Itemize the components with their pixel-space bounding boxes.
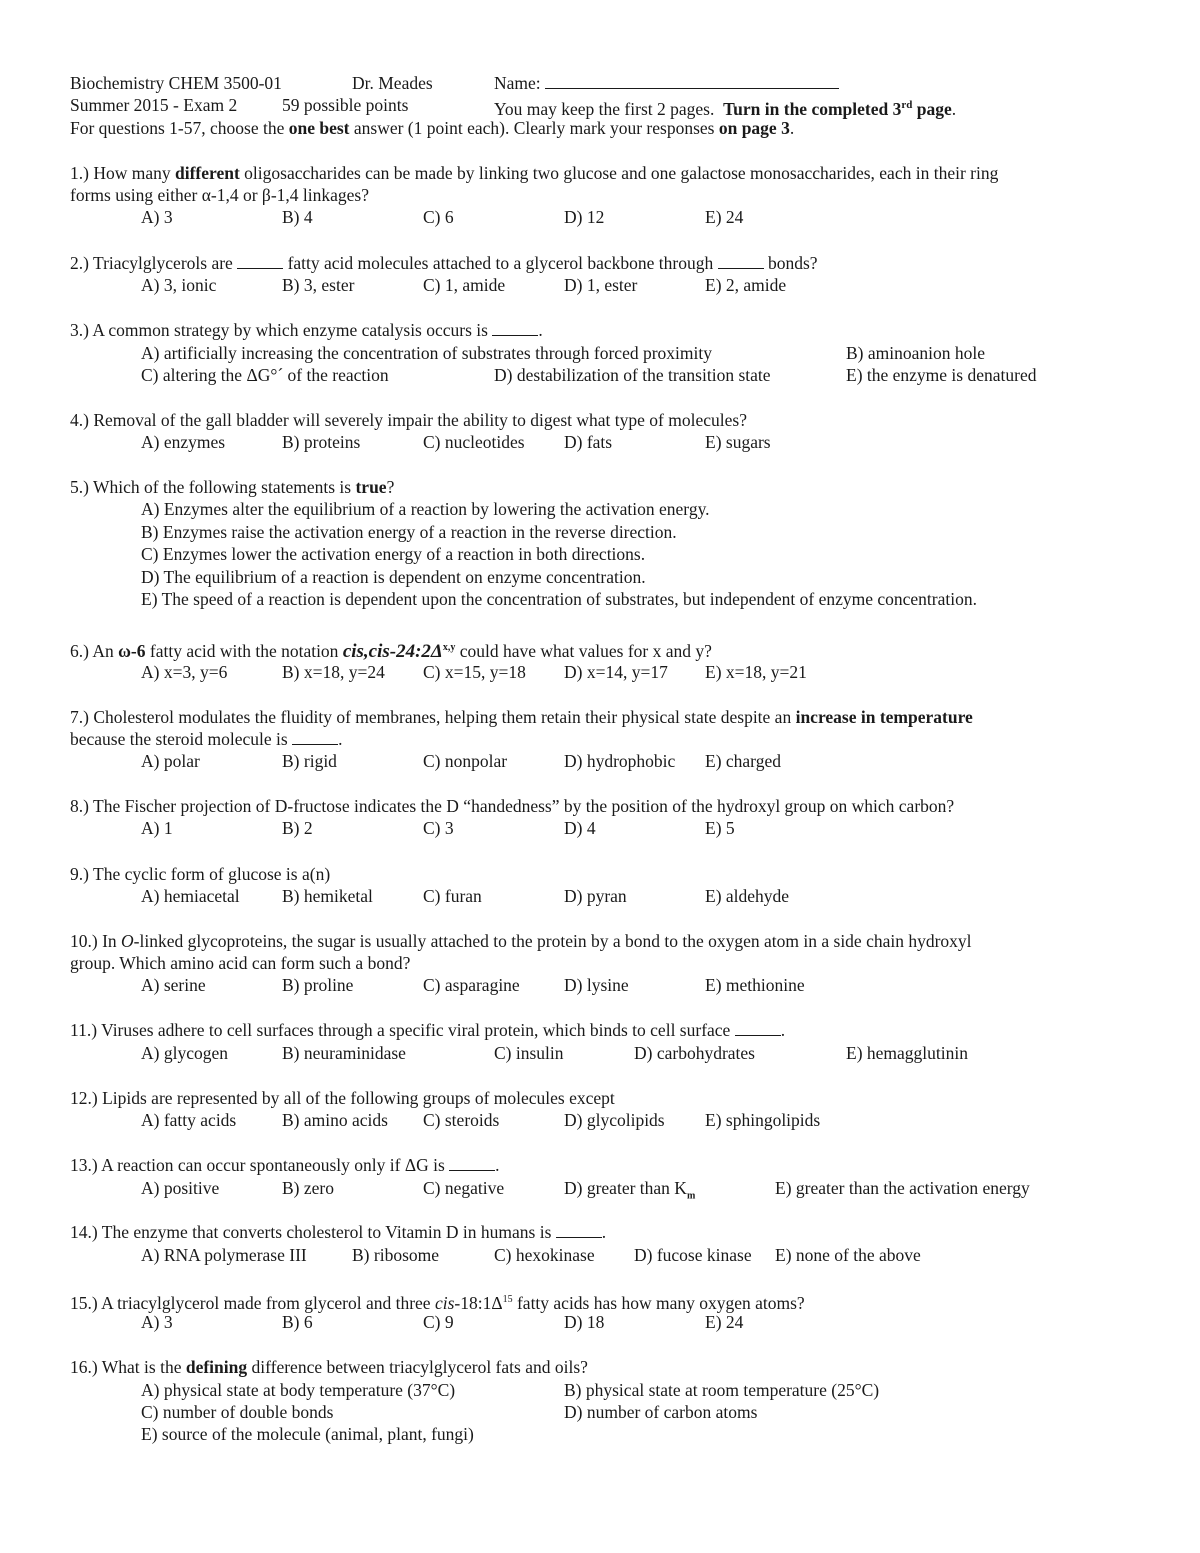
q16-choice-c: C) number of double bonds bbox=[141, 1402, 334, 1422]
q2-choice-e: E) 2, amide bbox=[705, 275, 787, 295]
q7-choice-c: C) nonpolar bbox=[423, 751, 508, 771]
q12-choice-b: B) amino acids bbox=[282, 1110, 388, 1130]
q1-choice-b: B) 4 bbox=[282, 207, 313, 227]
q1-choice-a: A) 3 bbox=[141, 207, 173, 227]
question-9: 9.) The cyclic form of glucose is a(n) bbox=[70, 864, 331, 884]
q13-choice-a: A) positive bbox=[141, 1178, 220, 1198]
q8-choice-e: E) 5 bbox=[705, 818, 735, 838]
q4-choice-e: E) sugars bbox=[705, 432, 771, 452]
question-4: 4.) Removal of the gall bladder will severely impair the ability to digest what type of molecules? bbox=[70, 410, 747, 430]
q16-choice-e: E) source of the molecule (animal, plant, fungi) bbox=[141, 1424, 474, 1444]
q3-choice-c: C) altering the ΔG°´ of the reaction bbox=[141, 365, 389, 385]
name-blank[interactable] bbox=[545, 74, 839, 89]
q14-choice-e: E) none of the above bbox=[775, 1245, 921, 1265]
q10-choice-a: A) serine bbox=[141, 975, 206, 995]
q14-choice-b: B) ribosome bbox=[352, 1245, 440, 1265]
q6-choice-d: D) x=14, y=17 bbox=[564, 662, 668, 682]
q9-choice-c: C) furan bbox=[423, 886, 482, 906]
q5-choice-a: A) Enzymes alter the equilibrium of a reaction by lowering the activation energy. bbox=[141, 499, 710, 519]
question-11: 11.) Viruses adhere to cell surfaces through a specific viral protein, which binds to cell surface . bbox=[70, 1020, 786, 1040]
q16-choice-d: D) number of carbon atoms bbox=[564, 1402, 758, 1422]
q11-choice-c: C) insulin bbox=[494, 1043, 564, 1063]
question-13: 13.) A reaction can occur spontaneously only if ΔG is . bbox=[70, 1155, 500, 1175]
q4-choice-c: C) nucleotides bbox=[423, 432, 525, 452]
q10-choice-e: E) methionine bbox=[705, 975, 805, 995]
question-15: 15.) A triacylglycerol made from glycerol and three cis-$18:1\Delta^{15}$ fatty acids has how many oxygen atoms? bbox=[70, 1292, 805, 1313]
name-label: Name: bbox=[494, 73, 541, 93]
q14-choice-c: C) hexokinase bbox=[494, 1245, 595, 1265]
q7-choice-a: A) polar bbox=[141, 751, 200, 771]
q12-choice-c: C) steroids bbox=[423, 1110, 500, 1130]
q11-choice-b: B) neuraminidase bbox=[282, 1043, 406, 1063]
q8-choice-d: D) 4 bbox=[564, 818, 596, 838]
possible-points: 59 possible points bbox=[282, 95, 409, 115]
instructions: For questions 1-57, choose the one best answer (1 point each). Clearly mark your responses on page 3. bbox=[70, 118, 795, 138]
q6-choice-e: E) x=18, y=21 bbox=[705, 662, 807, 682]
q5-choice-c: C) Enzymes lower the activation energy of a reaction in both directions. bbox=[141, 544, 646, 564]
q10-choice-c: C) asparagine bbox=[423, 975, 520, 995]
question-7: 7.) Cholesterol modulates the fluidity of membranes, helping them retain their physical state despite an increase in temperature bbox=[70, 707, 973, 727]
q3-choice-d: D) destabilization of the transition state bbox=[494, 365, 771, 385]
question-1-cont: forms using either α-1,4 or β-1,4 linkages? bbox=[70, 185, 369, 205]
q1-choice-c: C) 6 bbox=[423, 207, 454, 227]
q8-choice-a: A) 1 bbox=[141, 818, 173, 838]
q6-choice-c: C) x=15, y=18 bbox=[423, 662, 526, 682]
question-12: 12.) Lipids are represented by all of the following groups of molecules except bbox=[70, 1088, 615, 1108]
turn-in-note: You may keep the first 2 pages. Turn in the completed 3rd page. bbox=[494, 98, 957, 119]
question-10-cont: group. Which amino acid can form such a bond? bbox=[70, 953, 411, 973]
q5-choice-b: B) Enzymes raise the activation energy of a reaction in the reverse direction. bbox=[141, 522, 677, 542]
q10-choice-b: B) proline bbox=[282, 975, 354, 995]
q7-choice-e: E) charged bbox=[705, 751, 781, 771]
q13-choice-b: B) zero bbox=[282, 1178, 334, 1198]
q3-choice-e: E) the enzyme is denatured bbox=[846, 365, 1037, 385]
q11-choice-e: E) hemagglutinin bbox=[846, 1043, 968, 1063]
question-10: 10.) In O-linked glycoproteins, the sugar is usually attached to the protein by a bond to the oxygen atom in a side chain hydroxyl bbox=[70, 931, 972, 951]
question-14: 14.) The enzyme that converts cholesterol to Vitamin D in humans is . bbox=[70, 1222, 607, 1242]
q2-choice-a: A) 3, ionic bbox=[141, 275, 217, 295]
turn-in-text: Turn in the completed 3rd page bbox=[723, 98, 952, 119]
q3-choice-a: A) artificially increasing the concentration of substrates through forced proximity bbox=[141, 343, 712, 363]
question-7-cont: because the steroid molecule is . bbox=[70, 729, 343, 749]
question-8: 8.) The Fischer projection of D-fructose indicates the D “handedness” by the position of the hydroxyl group on which carbon? bbox=[70, 796, 955, 816]
q6-choice-a: A) x=3, y=6 bbox=[141, 662, 228, 682]
q4-choice-d: D) fats bbox=[564, 432, 613, 452]
q5-choice-e: E) The speed of a reaction is dependent upon the concentration of substrates, but independent of enzyme concentration. bbox=[141, 589, 977, 609]
q8-choice-b: B) 2 bbox=[282, 818, 313, 838]
q12-choice-a: A) fatty acids bbox=[141, 1110, 237, 1130]
q6-choice-b: B) x=18, y=24 bbox=[282, 662, 385, 682]
q4-choice-b: B) proteins bbox=[282, 432, 361, 452]
q2-choice-d: D) 1, ester bbox=[564, 275, 638, 295]
q13-choice-c: C) negative bbox=[423, 1178, 505, 1198]
q14-choice-a: A) RNA polymerase III bbox=[141, 1245, 307, 1265]
q9-choice-b: B) hemiketal bbox=[282, 886, 373, 906]
q4-choice-a: A) enzymes bbox=[141, 432, 226, 452]
q11-choice-d: D) carbohydrates bbox=[634, 1043, 755, 1063]
question-5: 5.) Which of the following statements is true? bbox=[70, 477, 395, 497]
name-field[interactable] bbox=[494, 72, 839, 94]
q15-choice-b: B) 6 bbox=[282, 1312, 313, 1332]
instructor: Dr. Meades bbox=[352, 73, 433, 93]
question-16: 16.) What is the defining difference between triacylglycerol fats and oils? bbox=[70, 1357, 588, 1377]
q7-choice-d: D) hydrophobic bbox=[564, 751, 676, 771]
exam-term: Summer 2015 - Exam 2 bbox=[70, 95, 238, 115]
question-3: 3.) A common strategy by which enzyme catalysis occurs is . bbox=[70, 320, 543, 340]
q15-choice-c: C) 9 bbox=[423, 1312, 454, 1332]
q13-choice-d: D) greater than $K_m$ bbox=[564, 1178, 696, 1202]
q11-choice-a: A) glycogen bbox=[141, 1043, 228, 1063]
q13-choice-e: E) greater than the activation energy bbox=[775, 1178, 1030, 1198]
question-2: 2.) Triacylglycerols are fatty acid molecules attached to a glycerol backbone through bonds? bbox=[70, 253, 818, 273]
q15-choice-d: D) 18 bbox=[564, 1312, 605, 1332]
q16-choice-b: B) physical state at room temperature (25°C) bbox=[564, 1380, 880, 1400]
q16-choice-a: A) physical state at body temperature (37°C) bbox=[141, 1380, 456, 1400]
keep-note: You may keep the first 2 pages. bbox=[494, 98, 715, 119]
q2-choice-c: C) 1, amide bbox=[423, 275, 506, 295]
q12-choice-e: E) sphingolipids bbox=[705, 1110, 821, 1130]
q12-choice-d: D) glycolipids bbox=[564, 1110, 665, 1130]
q15-choice-a: A) 3 bbox=[141, 1312, 173, 1332]
q1-choice-e: E) 24 bbox=[705, 207, 744, 227]
q1-choice-d: D) 12 bbox=[564, 207, 605, 227]
q8-choice-c: C) 3 bbox=[423, 818, 454, 838]
q10-choice-d: D) lysine bbox=[564, 975, 629, 995]
q9-choice-d: D) pyran bbox=[564, 886, 627, 906]
course-title: Biochemistry CHEM 3500-01 bbox=[70, 73, 282, 93]
question-1: 1.) How many different oligosaccharides can be made by linking two glucose and one galactose monosaccharides, each in their ring bbox=[70, 163, 999, 183]
q9-choice-e: E) aldehyde bbox=[705, 886, 790, 906]
question-6: 6.) An ω-6 fatty acid with the notation $cis,cis-24:2\Delta^{x,y}$ could have what values for x and y? bbox=[70, 640, 712, 662]
q7-choice-b: B) rigid bbox=[282, 751, 337, 771]
q9-choice-a: A) hemiacetal bbox=[141, 886, 240, 906]
q15-choice-e: E) 24 bbox=[705, 1312, 744, 1332]
q5-choice-d: D) The equilibrium of a reaction is dependent on enzyme concentration. bbox=[141, 567, 646, 587]
q2-choice-b: B) 3, ester bbox=[282, 275, 355, 295]
q14-choice-d: D) fucose kinase bbox=[634, 1245, 752, 1265]
q3-choice-b: B) aminoanion hole bbox=[846, 343, 986, 363]
